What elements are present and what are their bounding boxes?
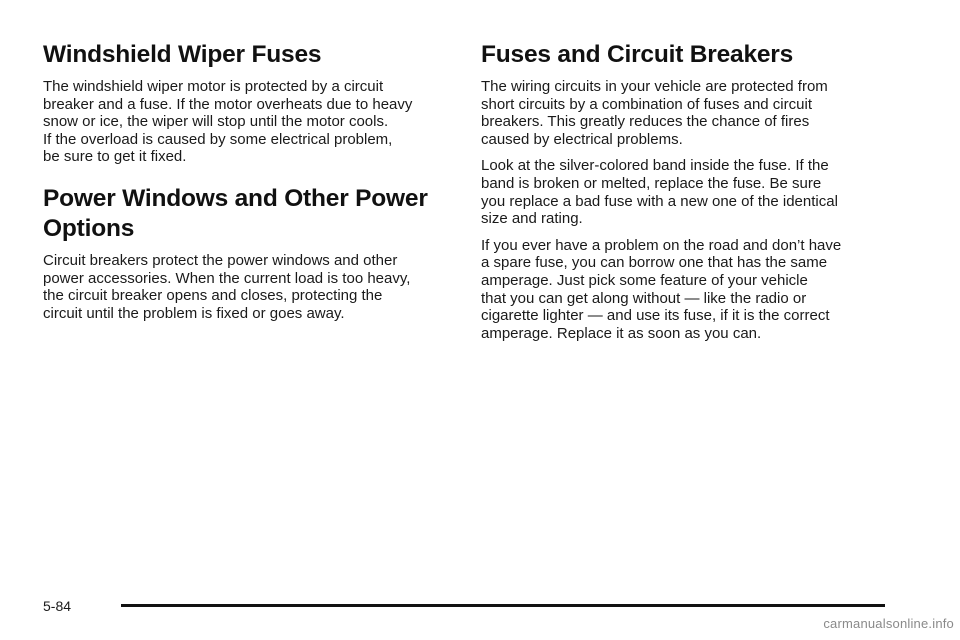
section-power-windows xyxy=(43,184,463,322)
heading-windshield-wiper-fuses: Windshield Wiper Fuses xyxy=(43,41,322,68)
section-fuses-and-circuit-breakers xyxy=(481,40,901,342)
heading-power-windows: Power Windows and Other Power Options xyxy=(43,184,428,242)
left-column xyxy=(43,40,463,340)
paragraph: The wiring circuits in your vehicle are protected from short circuits by a combination of fuses and circuit breakers. This greatly reduces the chance of fires caused by electrical problems. xyxy=(481,78,828,148)
page-number: 5-84 xyxy=(43,598,72,614)
footer-rule xyxy=(121,604,885,607)
page-footer xyxy=(43,594,885,616)
heading-fuses-and-circuit-breakers: Fuses and Circuit Breakers xyxy=(481,41,794,68)
paragraph: If you ever have a problem on the road and don’t have a spare fuse, you can borrow one that has the same amperage. Just pick some feature of your vehicle that you can get along without — like the radio or cigarette lighter — and use its fuse, if it is the correct amperage. Replace it as soon as you can. xyxy=(481,236,842,342)
right-column xyxy=(481,40,901,360)
watermark: carmanualsonline.info xyxy=(823,616,954,631)
paragraph: Look at the silver-colored band inside the fuse. If the band is broken or melted, replace the fuse. Be sure you replace a bad fuse with a new one of the identical size and rating. xyxy=(481,157,838,228)
paragraph: Circuit breakers protect the power windows and other power accessories. When the current load is too heavy, the circuit breaker opens and closes, protecting the circuit until the problem is fixed or goes away. xyxy=(43,251,411,322)
section-windshield-wiper-fuses xyxy=(43,40,463,166)
paragraph: The windshield wiper motor is protected by a circuit breaker and a fuse. If the motor overheats due to heavy snow or ice, the wiper will stop until the motor cools. If the overload is caused by some electrical problem, be sure to get it fixed. xyxy=(43,78,413,166)
